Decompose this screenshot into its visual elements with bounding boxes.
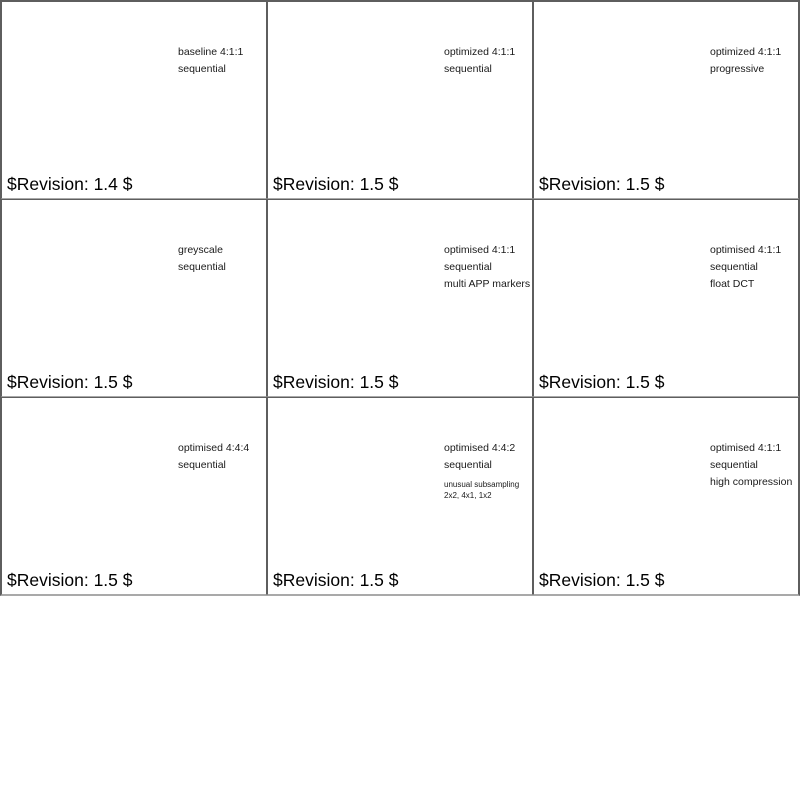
caption-line: optimised 4:4:4: [178, 442, 250, 454]
jpeg-test-image-cell: [533, 397, 799, 595]
caption-line: sequential: [178, 261, 226, 273]
image-caption: [444, 242, 530, 293]
jpeg-test-image-cell: [1, 1, 267, 199]
caption-line: sequential: [178, 63, 226, 75]
image-caption: [710, 44, 781, 78]
caption-line: optimised 4:1:1: [710, 244, 782, 256]
caption-line: sequential: [710, 261, 758, 273]
subsampling-note: [444, 479, 519, 501]
caption-line: optimized 4:1:1: [444, 46, 516, 58]
jpeg-test-image-cell: [267, 397, 533, 595]
caption-line: greyscale: [178, 244, 223, 256]
caption-line: progressive: [710, 63, 765, 75]
note-line: unusual subsampling: [444, 480, 520, 489]
caption-line: high compression: [710, 476, 793, 488]
revision-text: $Revision: 1.5 $: [7, 570, 133, 590]
image-caption: [178, 440, 249, 474]
image-caption: [178, 242, 226, 276]
jpeg-test-image-cell: [1, 199, 267, 397]
image-caption: [444, 440, 519, 501]
caption-line: sequential: [444, 63, 492, 75]
image-caption: [710, 242, 781, 293]
image-caption: [178, 44, 243, 78]
image-caption: [444, 44, 515, 78]
revision-text: $Revision: 1.5 $: [273, 570, 399, 590]
jpeg-test-image-cell: [1, 397, 267, 595]
image-caption: [710, 440, 792, 491]
caption-line: optimized 4:1:1: [710, 46, 782, 58]
revision-text: $Revision: 1.5 $: [273, 372, 399, 392]
caption-line: sequential: [710, 459, 758, 471]
caption-line: optimised 4:4:2: [444, 442, 516, 454]
jpeg-test-image-cell: [533, 199, 799, 397]
revision-text: $Revision: 1.5 $: [7, 372, 133, 392]
caption-line: float DCT: [710, 278, 755, 290]
jpeg-test-image-cell: [533, 1, 799, 199]
revision-text: $Revision: 1.5 $: [539, 570, 665, 590]
note-line: 2x2, 4x1, 1x2: [444, 491, 492, 500]
caption-line: multi APP markers: [444, 278, 531, 290]
caption-line: sequential: [178, 459, 226, 471]
caption-line: baseline 4:1:1: [178, 46, 244, 58]
revision-text: $Revision: 1.5 $: [539, 174, 665, 194]
revision-text: $Revision: 1.5 $: [273, 174, 399, 194]
caption-line: optimised 4:1:1: [444, 244, 516, 256]
jpeg-test-image-cell: [267, 199, 533, 397]
caption-line: sequential: [444, 261, 492, 273]
caption-line: sequential: [444, 459, 492, 471]
revision-text: $Revision: 1.4 $: [7, 174, 133, 194]
caption-line: optimised 4:1:1: [710, 442, 782, 454]
jpeg-test-image-cell: [267, 1, 533, 199]
revision-text: $Revision: 1.5 $: [539, 372, 665, 392]
